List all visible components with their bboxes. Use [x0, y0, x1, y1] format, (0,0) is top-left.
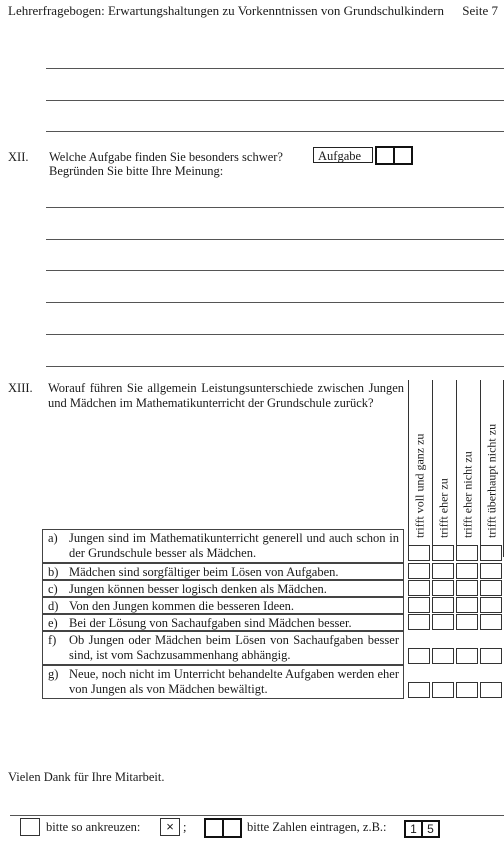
rating-checkbox[interactable] [432, 563, 454, 579]
rating-checkbox[interactable] [456, 682, 478, 698]
question-number-xiii: XIII. [8, 381, 33, 395]
item-row-a: a) Jungen sind im Mathematikunterricht generell und auch schon in der Grundschule besser als Mädchen. [42, 529, 404, 563]
rating-checkbox[interactable] [408, 614, 430, 630]
rating-checkbox[interactable] [408, 682, 430, 698]
answer-line[interactable] [46, 366, 504, 367]
item-row-d: d) Von den Jungen kommen die besseren Ideen. [42, 597, 404, 614]
rating-checkbox[interactable] [456, 648, 478, 664]
task-number-label-box: Aufgabe [313, 147, 373, 163]
separator: ; [183, 820, 187, 834]
empty-checkbox-icon [20, 818, 40, 836]
digit-cell[interactable] [377, 148, 393, 163]
question-xii-line1: Welche Aufgabe finden Sie besonders schwer? [49, 150, 283, 164]
answer-line[interactable] [46, 239, 504, 240]
example-digit: 1 [410, 822, 417, 836]
rating-checkbox[interactable] [480, 563, 502, 579]
rating-checkboxes-d [408, 597, 504, 613]
answer-line[interactable] [46, 334, 504, 335]
digit-cell[interactable] [393, 148, 411, 163]
item-row-e: e) Bei der Lösung von Sachaufgaben sind Mädchen besser. [42, 614, 404, 631]
rating-checkbox[interactable] [456, 545, 478, 561]
digit-pair-icon [204, 818, 242, 838]
rating-checkbox[interactable] [432, 545, 454, 561]
answer-line[interactable] [46, 100, 504, 101]
rating-checkbox[interactable] [432, 597, 454, 613]
rating-checkbox[interactable] [408, 648, 430, 664]
column-label: trifft eher nicht zu [460, 451, 475, 538]
rating-checkbox[interactable] [480, 614, 502, 630]
item-row-b: b) Mädchen sind sorgfältiger beim Lösen von Aufgaben. [42, 563, 404, 580]
closing-thanks: Vielen Dank für Ihre Mitarbeit. [8, 770, 165, 784]
rating-checkbox[interactable] [432, 648, 454, 664]
footer-divider [10, 815, 504, 816]
crossed-checkbox-icon: × [160, 818, 180, 836]
column-label: trifft voll und ganz zu [412, 433, 427, 538]
example-digit: 5 [421, 822, 438, 836]
question-xiii-text: Worauf führen Sie allgemein Leistungsunterschiede zwischen Jungen und Mädchen im Mathematikunterricht der Grundschule zurück? [48, 381, 404, 410]
rating-checkbox[interactable] [456, 597, 478, 613]
rating-checkboxes-b [408, 563, 504, 579]
rating-checkbox[interactable] [456, 614, 478, 630]
rating-checkbox[interactable] [480, 648, 502, 664]
rating-checkbox[interactable] [456, 580, 478, 596]
question-xii-line2: Begründen Sie bitte Ihre Meinung: [49, 164, 224, 178]
rating-checkbox[interactable] [432, 580, 454, 596]
tick-instruction: bitte so ankreuzen: [46, 820, 141, 834]
item-row-g: g) Neue, noch nicht im Unterricht behandelte Aufgaben werden eher von Jungen als von Mädchen bewältigt. [42, 665, 404, 699]
answer-line[interactable] [46, 207, 504, 208]
rating-checkboxes-e [408, 614, 504, 630]
rating-checkbox[interactable] [480, 597, 502, 613]
rating-checkbox[interactable] [408, 597, 430, 613]
rating-checkboxes-a [408, 545, 504, 561]
page-header-title: Lehrerfragebogen: Erwartungshaltungen zu Vorkenntnissen von Grundschulkindern [8, 3, 444, 18]
rating-checkbox[interactable] [456, 563, 478, 579]
item-row-c: c) Jungen können besser logisch denken als Mädchen. [42, 580, 404, 597]
example-digits [404, 820, 440, 838]
column-label: trifft überhaupt nicht zu [484, 423, 499, 538]
rating-checkbox[interactable] [408, 580, 430, 596]
page-number: Seite 7 [462, 3, 498, 18]
rating-checkbox[interactable] [432, 682, 454, 698]
number-instruction: bitte Zahlen eintragen, z.B.: [247, 820, 387, 834]
rating-column-headers [408, 380, 504, 557]
answer-line[interactable] [46, 270, 504, 271]
answer-line[interactable] [46, 68, 504, 69]
rating-checkbox[interactable] [432, 614, 454, 630]
rating-checkboxes-f [408, 648, 504, 664]
item-row-f: f) Ob Jungen oder Mädchen beim Lösen von Sachaufgaben besser sind, ist vom Sachzusammenhang abhängig. [42, 631, 404, 665]
rating-checkbox[interactable] [480, 580, 502, 596]
rating-checkbox[interactable] [408, 563, 430, 579]
column-label: trifft eher zu [436, 478, 451, 538]
rating-checkboxes-c [408, 580, 504, 596]
question-number-xii: XII. [8, 150, 29, 164]
answer-line[interactable] [46, 302, 504, 303]
rating-checkboxes-g [408, 682, 504, 698]
task-number-digit-input[interactable] [375, 146, 413, 165]
answer-line[interactable] [46, 131, 504, 132]
rating-checkbox[interactable] [480, 545, 502, 561]
rating-checkbox[interactable] [408, 545, 430, 561]
rating-checkbox[interactable] [480, 682, 502, 698]
